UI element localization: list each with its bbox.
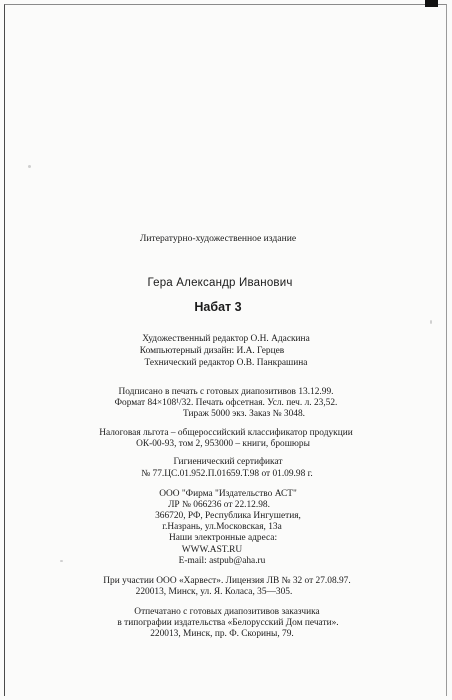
partner-address: 220013, Минск, ул. Я. Коласа, 35—305. xyxy=(135,587,293,597)
certificate-heading: Гигиенический сертификат xyxy=(173,457,283,467)
publisher-license: ЛР № 066236 от 22.12.98. xyxy=(168,500,270,510)
printing-line-2: в типографии издательства «Белорусский Дом печати». xyxy=(117,618,339,628)
publisher-website: WWW.AST.RU xyxy=(181,545,243,555)
printing-line-3: 220013, Минск, пр. Ф. Скорины, 79. xyxy=(150,629,294,639)
credit-tech-editor: Технический редактор О.В. Панкрашина xyxy=(144,358,308,368)
print-info-run: Тираж 5000 экз. Заказ № 3048. xyxy=(183,409,305,419)
partner-license: При участии ООО «Харвест». Лицензия ЛВ № 32 от 27.08.97. xyxy=(103,576,351,586)
genre-line: Литературно-художественное издание xyxy=(139,233,297,244)
publisher-address-2: г.Назрань, ул.Московская, 13а xyxy=(162,522,282,532)
author-name: Гера Александр Иванович xyxy=(147,277,293,289)
credit-art-editor: Художественный редактор О.Н. Адаскина xyxy=(142,334,310,344)
publisher-email-heading: Наши электронные адреса: xyxy=(168,533,278,543)
publisher-email: E-mail: astpub@aha.ru xyxy=(178,556,266,566)
certificate-number: № 77.ЦС.01.952.П.01659.Т.98 от 01.09.98 г. xyxy=(141,469,313,479)
tax-line-1: Налоговая льгота – общероссийский классификатор продукции xyxy=(99,428,353,438)
publisher-address-1: 366720, РФ, Республика Ингушетия, xyxy=(155,511,301,521)
scan-speck xyxy=(430,320,432,324)
book-title: Набат 3 xyxy=(194,300,242,314)
print-info-signed: Подписано в печать с готовых диапозитивов 13.12.99. xyxy=(118,387,334,397)
scan-speck xyxy=(28,165,31,168)
credit-designer: Компьютерный дизайн: И.А. Герцев xyxy=(139,346,285,356)
tax-line-2: ОК-00-93, том 2, 953000 – книги, брошюры xyxy=(136,439,310,449)
printing-line-1: Отпечатано с готовых диапозитивов заказчика xyxy=(134,607,320,617)
print-info-format: Формат 84×108¹/32. Печать офсетная. Усл. печ. л. 23,52. xyxy=(114,398,338,408)
scan-corner-mark xyxy=(425,0,438,7)
publisher-name: ООО "Фирма "Издательство АСТ" xyxy=(159,489,297,499)
